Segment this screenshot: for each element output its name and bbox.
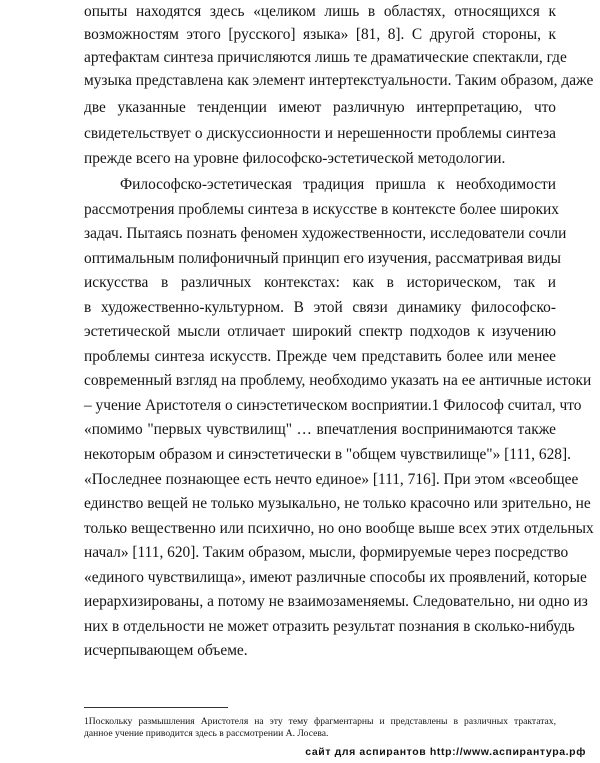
body-line: артефактам синтеза причисляются лишь те драматические спектакли, где	[84, 49, 567, 66]
body-line: «единого чувствилища», имеют различные способы их проявлений, которые	[84, 569, 587, 586]
body-line: иерархизированы, а потому не взаимозаменяемы. Следовательно, ни одно из	[84, 593, 588, 610]
body-line: две указанные тенденции имеют различную интерпретацию, что	[84, 99, 556, 116]
body-line: проблемы синтеза искусств. Прежде чем представить более или менее	[84, 348, 556, 365]
body-line: прежде всего на уровне философско-эстетической методологии.	[84, 150, 506, 167]
body-line: рассмотрения проблемы синтеза в искусстве в контексте более широких	[84, 201, 559, 218]
body-line: них в отдельности не может отразить результат познания в сколько-нибудь	[84, 618, 575, 635]
body-line: современный взгляд на проблему, необходимо указать на ее античные истоки	[84, 372, 592, 389]
body-line: «помимо "первых чувствилищ" … впечатления воспринимаются также	[84, 421, 556, 438]
body-line: искусства в различных контекстах: как в историческом, так и	[84, 274, 556, 291]
paragraph-first-line: Философско-эстетическая традиция пришла к необходимости	[120, 176, 556, 193]
body-line: оптимальным полифоничный принцип его изучения, рассматривая виды	[84, 250, 561, 267]
body-line: только вещественно или психично, но оно вообще выше всех этих отдельных	[84, 520, 594, 537]
body-line: – учение Аристотеля о синэстетическом восприятии.1 Философ считал, что	[84, 397, 582, 414]
body-line: некоторым образом и синэстетически в "общем чувствилище"» [111, 628].	[84, 446, 571, 463]
body-line: начал» [111, 620]. Таким образом, мысли, формируемые через посредство	[84, 544, 569, 561]
body-line: исчерпывающем объеме.	[84, 642, 248, 659]
body-line: задач. Пытаясь познать феномен художественности, исследователи сочли	[84, 225, 567, 242]
body-line: единство вещей не только музыкально, не только красочно или зрительно, не	[84, 495, 591, 512]
body-line: музыка представлена как элемент интертекстуальности. Таким образом, даже	[84, 72, 594, 89]
footnote-line: 1Поскольку размышления Аристотеля на эту тему фрагментарны и представлены в различных трактатах,	[84, 716, 556, 727]
body-line: в художественно-культурном. В этой связи динамику философско-	[84, 299, 556, 316]
body-line: возможностям этого [русского] языка» [81, 8]. С другой стороны, к	[84, 26, 556, 43]
footnote-line: данное учение приводится здесь в рассмотрении А. Лосева.	[84, 728, 329, 739]
body-line: «Последнее познающее есть нечто единое» [111, 716]. При этом «всеобщее	[84, 471, 579, 488]
site-watermark: сайт для аспирантов http://www.аспирантура.рф	[305, 746, 586, 758]
body-line: эстетической мысли отличает широкий спектр подходов к изучению	[84, 323, 556, 340]
footnote-divider	[84, 707, 228, 708]
body-line: опыты находятся здесь «целиком лишь в областях, относящихся к	[84, 3, 556, 20]
body-line: свидетельствует о дискуссионности и нерешенности проблемы синтеза	[84, 125, 556, 142]
